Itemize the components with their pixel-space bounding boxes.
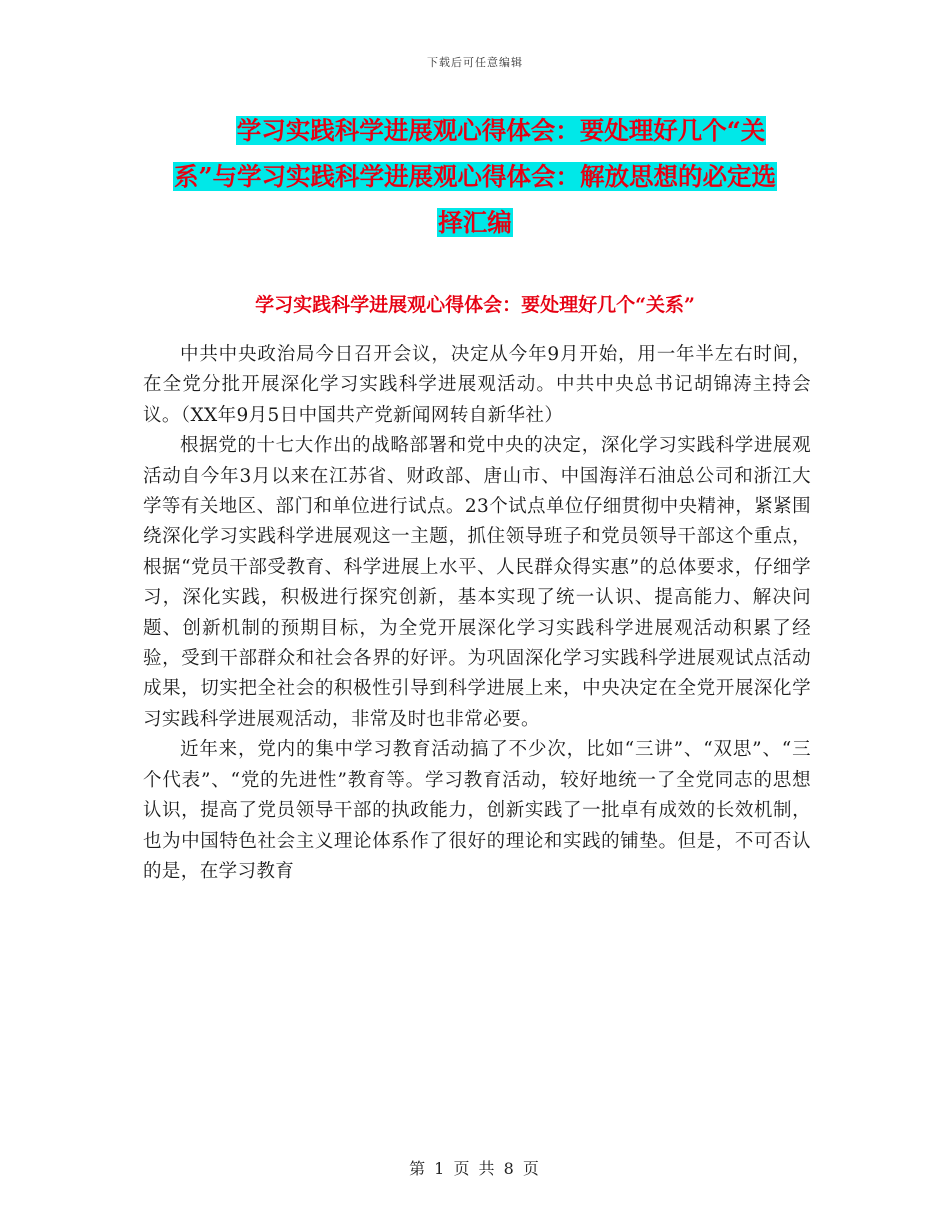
article-body	[143, 340, 811, 887]
paragraph: 近年来，党内的集中学习教育活动搞了不少次，比如“三讲”、“双思”、“三个代表”、“党的先进性”教育等。学习教育活动，较好地统一了全党同志的思想认识，提高了党员领导干部的执政能力，创新实践了一批卓有成效的长效机制，也为中国特色社会主义理论体系作了很好的理论和实践的铺垫。但是，不可否认的是，在学习教育	[143, 739, 811, 882]
title-line-2: 系”与学习实践科学进展观心得体会：解放思想的必定选	[173, 162, 777, 191]
section-heading: 学习实践科学进展观心得体会：要处理好几个“关系”	[255, 294, 695, 316]
title-line-1: 学习实践科学进展观心得体会：要处理好几个“关	[236, 116, 766, 145]
page-header: 下载后可任意编辑	[427, 56, 523, 69]
paragraph: 中共中央政治局今日召开会议，决定从今年9月开始，用一年半左右时间，在全党分批开展深化学习实践科学进展观活动。中共中央总书记胡锦涛主持会议。（XX年9月5日中国共产党新闻网转自新华社）	[143, 344, 811, 426]
title-line-3: 择汇编	[438, 208, 512, 237]
document-title	[140, 108, 810, 246]
paragraph: 根据党的十七大作出的战略部署和党中央的决定，深化学习实践科学进展观活动自今年3月以来在江苏省、财政部、唐山市、中国海洋石油总公司和浙江大学等有关地区、部门和单位进行试点。23个试点单位仔细贯彻中央精神，紧紧围绕深化学习实践科学进展观这一主题，抓住领导班子和党员领导干部这个重点，根据“党员干部受教育、科学进展上水平、人民群众得实惠”的总体要求，仔细学习，深化实践，积极进行探究创新，基本实现了统一认识、提高能力、解决问题、创新机制的预期目标，为全党开展深化学习实践科学进展观活动积累了经验，受到干部群众和社会各界的好评。为巩固深化学习实践科学进展观试点活动成果，切实把全社会的积极性引导到科学进展上来，中央决定在全党开展深化学习实践科学进展观活动，非常及时也非常必要。	[143, 435, 811, 730]
page-footer: 第 1 页 共 8 页	[409, 1159, 541, 1178]
